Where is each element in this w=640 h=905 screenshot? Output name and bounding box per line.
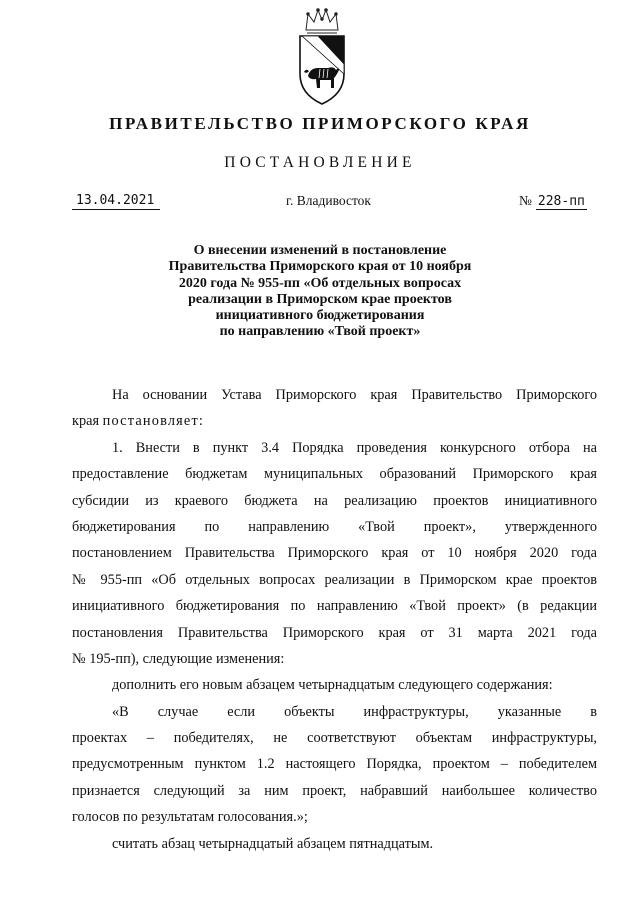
subject-line: 2020 года № 955-пп «Об отдельных вопросах bbox=[178, 275, 462, 291]
paragraph-line: постановлением Правительства Приморского края от 10 ноября 2020 года bbox=[72, 545, 597, 562]
preamble-line: На основании Устава Приморского края Правительство Приморского bbox=[112, 387, 597, 403]
document-date: 13.04.2021 bbox=[72, 193, 160, 210]
paragraph-line: дополнить его новым абзацем четырнадцатым следующего содержания: bbox=[112, 677, 553, 694]
preamble-line bbox=[72, 408, 597, 434]
quote-line: признается следующий за ним проект, набравший наибольшее количество bbox=[72, 782, 597, 799]
quote-line: голосов по результатам голосования.»; bbox=[72, 809, 308, 826]
subject-line: реализации в Приморском крае проектов bbox=[188, 291, 452, 307]
quote-line: предусмотренным пунктом 1.2 настоящего Порядка, проектом – победителем bbox=[72, 756, 597, 773]
number-value: 228-пп bbox=[537, 194, 585, 209]
government-title: ПРАВИТЕЛЬСТВО ПРИМОРСКОГО КРАЯ bbox=[109, 114, 531, 133]
number-label: № bbox=[519, 193, 532, 208]
document-subject bbox=[80, 243, 560, 341]
document-body bbox=[72, 382, 597, 857]
document-type: ПОСТАНОВЛЕНИЕ bbox=[224, 154, 416, 171]
quote-line: «В случае если объекты инфраструктуры, указанные в bbox=[112, 703, 597, 720]
subject-line: по направлению «Твой проект» bbox=[219, 324, 421, 340]
subject-line: инициативного бюджетирования bbox=[215, 308, 425, 324]
paragraph-line: № 955-пп «Об отдельных вопросах реализации в Приморском крае проектов bbox=[72, 571, 597, 588]
subject-line: О внесении изменений в постановление bbox=[193, 243, 447, 258]
document-number bbox=[519, 193, 587, 210]
document-meta-row bbox=[0, 193, 640, 213]
preamble-text: края bbox=[72, 413, 103, 430]
paragraph-line: предоставление бюджетам муниципальных образований Приморского края bbox=[72, 466, 597, 483]
paragraph-line: бюджетирования по направлению «Твой проект», утвержденного bbox=[72, 518, 597, 535]
paragraph-line: постановления Правительства Приморского края от 31 марта 2021 года bbox=[72, 624, 597, 641]
paragraph-line: инициативного бюджетирования по направлению «Твой проект» (в редакции bbox=[72, 598, 597, 615]
paragraph-line: № 195-пп), следующие изменения: bbox=[72, 650, 285, 667]
document-city: г. Владивосток bbox=[286, 193, 371, 208]
paragraph-line: субсидии из краевого бюджета на реализацию проектов инициативного bbox=[72, 492, 597, 509]
coat-of-arms-icon bbox=[296, 8, 348, 108]
resolution-word: постановляет: bbox=[102, 413, 205, 430]
quote-line: проектах – победителях, не соответствуют объектам инфраструктуры, bbox=[72, 730, 597, 747]
subject-line: Правительства Приморского края от 10 ноября bbox=[168, 259, 472, 275]
paragraph-line: считать абзац четырнадцатый абзацем пятнадцатым. bbox=[112, 835, 434, 852]
paragraph-line: 1. Внести в пункт 3.4 Порядка проведения конкурсного отбора на bbox=[112, 439, 597, 456]
